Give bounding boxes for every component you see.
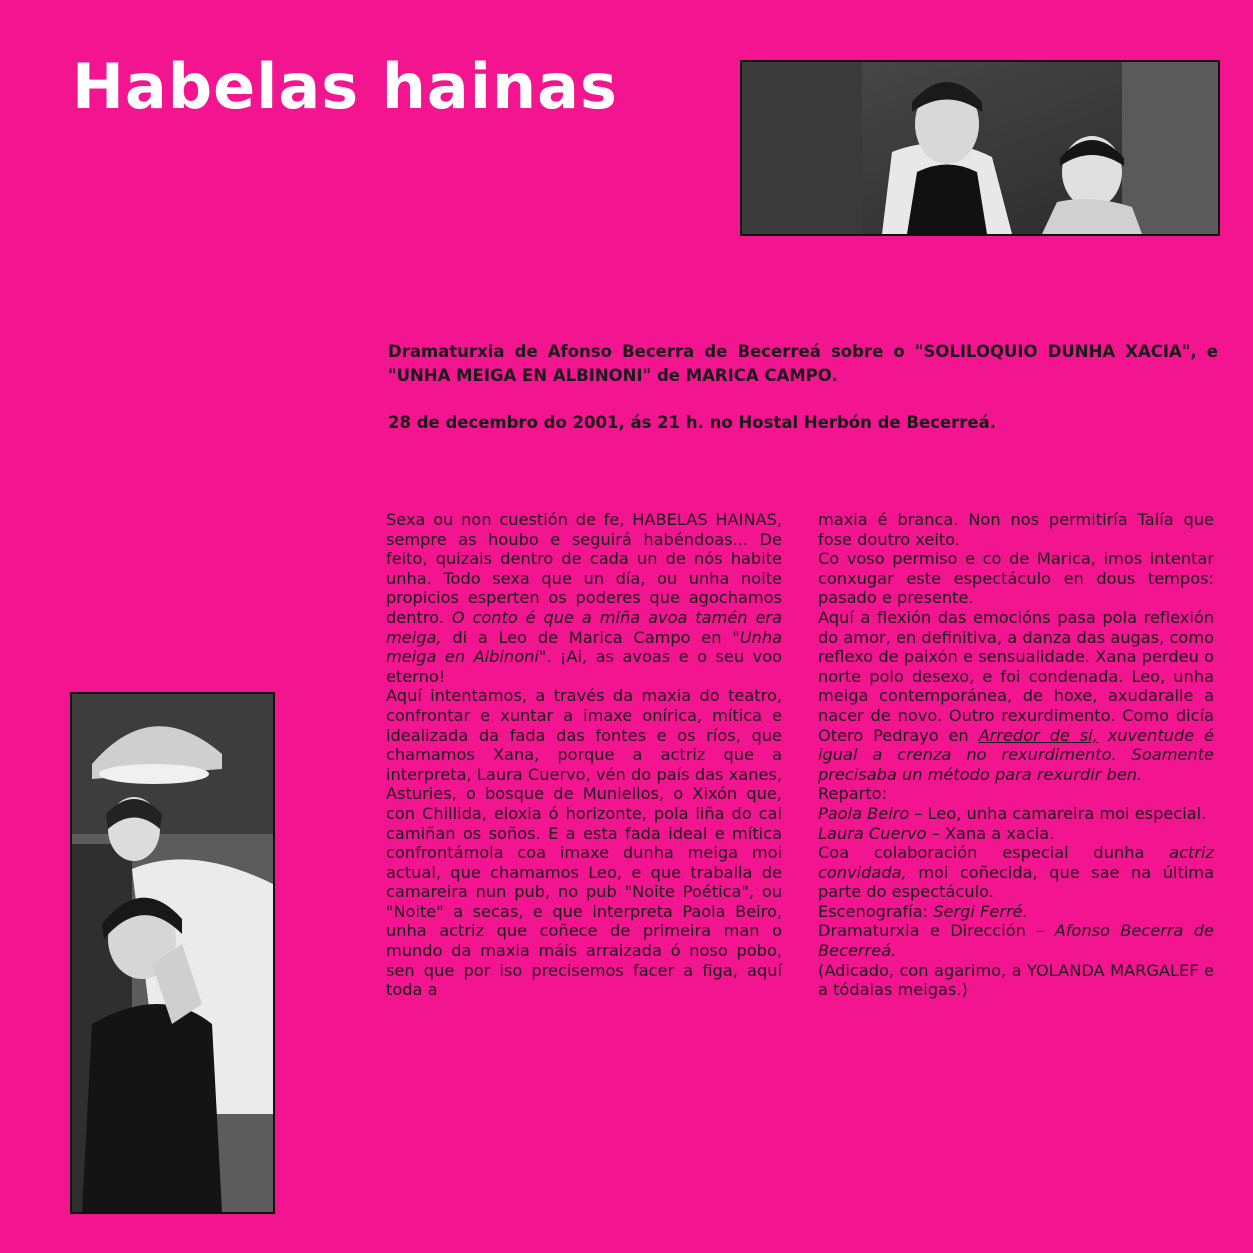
book-title: Arredor de si, [978, 725, 1098, 745]
sceno-label: Escenografía: [818, 901, 934, 921]
text-column-right [818, 510, 1214, 1000]
photo-actresses-portrait [70, 692, 275, 1214]
reflection-quote: xuventude é igual a crenza no rexurdimento. Soamente precisaba un método para rexurdir ben. [818, 725, 1215, 784]
cast-label: Reparto: [818, 784, 888, 804]
intro-quote: O conto é que a miña avoa tamén era meiga, [386, 607, 782, 647]
cast-name: Paola Beiro [818, 803, 910, 823]
direction-name: Afonso Becerra de Becerreá. [818, 921, 1214, 961]
collab-guest: actriz convidada, [818, 843, 1214, 882]
intro-text-c: . ¡Ai, as avoas e o seu voo eterno! [386, 647, 783, 686]
direction-label: Dramaturxia e Dirección – [818, 921, 1055, 941]
performance-date: 28 de decembro do 2001, ás 21 h. no Hostal Herbón de Becerreá. [388, 413, 996, 432]
text-column-left [386, 510, 782, 1000]
reflection-paragraph [818, 608, 1214, 784]
collaboration-note [818, 843, 1214, 902]
intro-paragraph [386, 510, 782, 686]
production-credits [388, 340, 1218, 435]
credit-text-a: Dramaturxia de Afonso Becerra de Becerreá sobre o [388, 342, 915, 361]
cast-role: – Xana a xacia. [926, 823, 1055, 843]
page-title: Habelas hainas [72, 50, 618, 123]
collab-text: Coa colaboración especial dunha [818, 843, 1170, 863]
photo-two-actresses [740, 60, 1220, 236]
reflection-text: Aquí a flexión das emocións pasa pola reflexión do amor, en definitiva, a danza das augas, como reflexo de paixón e sensualidade. Xana perdeu o norte polo desexo, e foi condenada. Leo, unha meiga contemporánea, de hoxe, axudaralle a nacer de novo. Outro rexurdimento. Como dicía Otero Pedrayo en [818, 607, 1214, 745]
body-paragraph: Aquí intentamos, a través da maxia do teatro, confrontar e xuntar a imaxe onírica, mítica e idealizada da fada das fontes e os ríos, que chamamos Xana, porque a actriz que a interpreta, Laura Cuervo, vén do país das xanes, Asturies, o bosque de Muniellos, o Xixón que, con Chillida, eloxia ó horizonte, pola liña do cal camiñan os soños. E a esta fada ideal e mítica confrontámola coa imaxe dunha meiga moi actual, que chamamos Leo, e que traballa de camareira nun pub, no pub "Noite Poética", ou "Noite" a secas, e que interpreta Paola Beiro, unha actriz que coñece de primeira man o mundo da maxia máis arraizada ó noso pobo, sen que por iso precisemos facer a figa, aquí toda a [386, 686, 782, 1000]
concept-paragraph: Co voso permiso e co de Marica, imos intentar conxugar este espectáculo en dous tempos: pasado e presente. [818, 549, 1214, 608]
direction-credit [818, 921, 1214, 960]
scenography-credit [818, 902, 1214, 922]
credit-text-b: "SOLILOQUIO DUNHA XACIA", e "UNHA MEIGA EN ALBINONI" de MARICA CAMPO. [388, 342, 1219, 385]
continuation-paragraph: maxia é branca. Non nos permitiría Talía que fose doutro xeito. [818, 510, 1214, 549]
cast-name: Laura Cuervo [818, 823, 927, 843]
cast-role: – Leo, unha camareira moi especial. [909, 803, 1207, 823]
collab-text-b: moi coñecida, que sae na última parte do espectáculo. [818, 862, 1214, 902]
intro-text: Sexa ou non cuestión de fe, HABELAS HAINAS, sempre as houbo e seguirá habéndoas... De feito, quizais dentro de cada un de nós habite unha. Todo sexa que un día, ou unha noite propicios esperten os poderes que agochamos dentro. [386, 510, 782, 627]
intro-work-title: "Unha meiga en Albinoni" [386, 627, 782, 667]
cast-entry [818, 824, 1214, 844]
dramaturgy-credit [388, 340, 1218, 388]
cast-entry [818, 804, 1214, 824]
intro-text-b: di a Leo de Marica Campo en [441, 627, 733, 647]
sceno-name: Sergi Ferré. [933, 901, 1028, 921]
dedication: (Adicado, con agarimo, a YOLANDA MARGALEF e a tódalas meigas.) [818, 960, 1214, 1000]
